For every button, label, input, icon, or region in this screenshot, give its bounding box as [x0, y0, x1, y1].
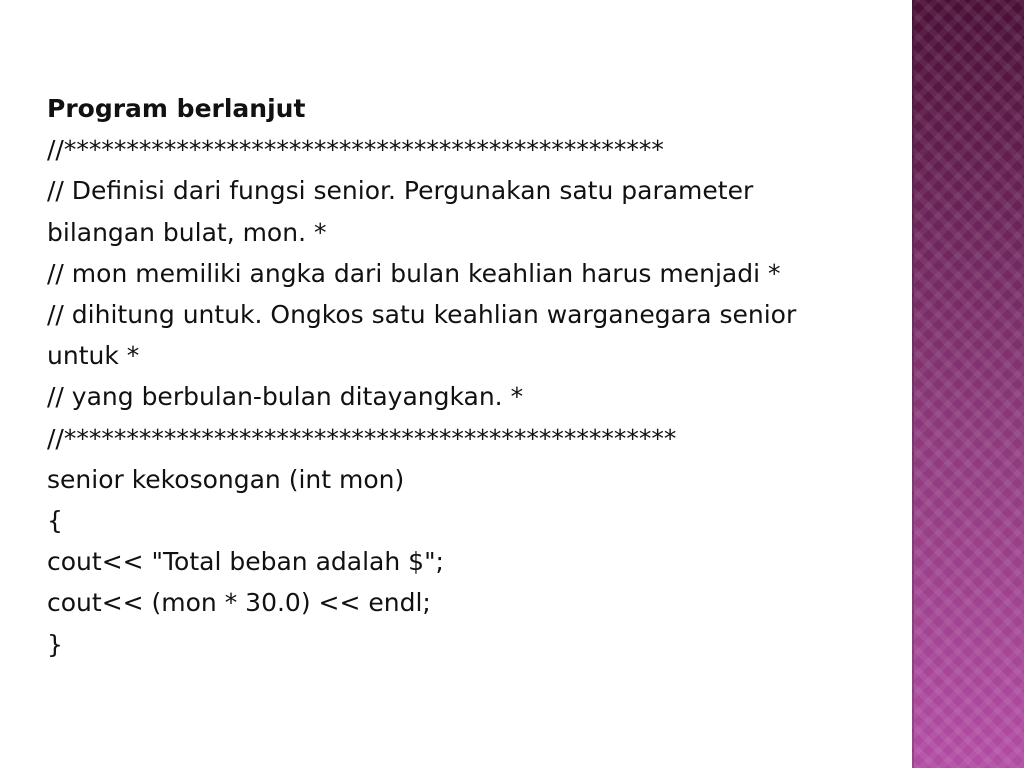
code-line-6: untuk * — [47, 341, 140, 371]
code-line-3: bilangan bulat, mon. * — [47, 217, 327, 247]
code-line-1: //************************************************ — [47, 135, 664, 165]
code-line-12: cout<< (mon * 30.0) << endl; — [47, 588, 431, 618]
code-line-10: { — [47, 506, 63, 536]
code-line-8: //************************************************* — [47, 423, 677, 453]
code-line-11: cout<< "Total beban adalah $"; — [47, 547, 444, 577]
code-line-13: } — [47, 629, 63, 659]
code-line-5: // dihitung untuk. Ongkos satu keahlian warganegara senior — [47, 300, 797, 330]
code-line-7: // yang berbulan-bulan ditayangkan. * — [47, 382, 524, 412]
slide-content — [47, 88, 1007, 665]
code-line-2: // Definisi dari fungsi senior. Pergunakan satu parameter — [47, 176, 754, 206]
slide-title: Program berlanjut — [47, 94, 306, 123]
code-line-4: // mon memiliki angka dari bulan keahlian harus menjadi * — [47, 258, 781, 288]
code-line-9: senior kekosongan (int mon) — [47, 464, 405, 494]
